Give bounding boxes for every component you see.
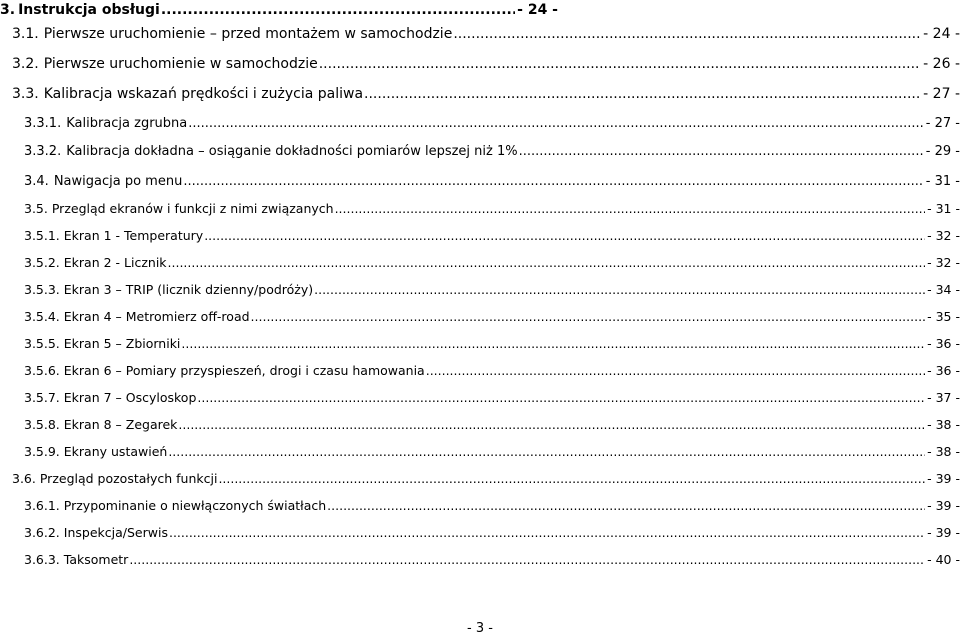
toc-entry-page: - 32 -: [927, 255, 960, 270]
toc-entry-number: 3.5.5.: [24, 336, 60, 351]
toc-entry-title: Ekran 4 – Metromierz off-road: [63, 309, 250, 324]
toc-entry[interactable]: [24, 142, 960, 162]
toc-entry-title: Kalibracja wskazań prędkości i zużycia paliwa: [43, 86, 364, 102]
dot-leader: [335, 199, 926, 219]
toc-entry[interactable]: [24, 172, 960, 192]
toc-entry-title: Ekran 5 – Zbiorniki: [63, 336, 181, 351]
toc-entry[interactable]: [24, 114, 960, 134]
toc-entry-title: Ekran 1 - Temperatury: [63, 228, 204, 243]
toc-entry-page: - 29 -: [925, 144, 960, 159]
toc-entry-title: Ekran 7 – Oscyloskop: [63, 390, 197, 405]
toc-entry[interactable]: [24, 280, 960, 300]
toc-entry-number: 3.3.1.: [24, 116, 62, 131]
toc-entry[interactable]: [24, 361, 960, 381]
dot-leader: [519, 142, 924, 162]
dot-leader: [168, 253, 926, 273]
toc-entry-title: Przypominanie o niewłączonych światłach: [63, 498, 327, 513]
toc-entry-page: - 40 -: [927, 552, 960, 567]
toc-entry[interactable]: [24, 496, 960, 516]
toc-entry[interactable]: [24, 226, 960, 246]
toc-entry-number: 3.6.2.: [24, 525, 60, 540]
toc-entry[interactable]: [24, 388, 960, 408]
toc-entry[interactable]: [0, 0, 558, 20]
toc-entry[interactable]: [24, 442, 960, 462]
toc-entry-page: - 24 -: [517, 2, 558, 18]
toc-entry-number: 3.5.1.: [24, 228, 60, 243]
toc-entry-number: 3.5.4.: [24, 309, 60, 324]
toc-entry-title: Pierwsze uruchomienie – przed montażem w samochodzie: [43, 26, 453, 42]
toc-entry-number: 3.3.: [12, 86, 39, 102]
toc-entry-page: - 39 -: [927, 471, 960, 486]
toc-entry-title: Inspekcja/Serwis: [63, 525, 168, 540]
dot-leader: [218, 469, 925, 489]
toc-entry-page: - 38 -: [927, 444, 960, 459]
toc-entry-number: 3.6.1.: [24, 498, 60, 513]
toc-entry-page: - 37 -: [927, 390, 960, 405]
dot-leader: [168, 442, 925, 462]
toc-entry-number: 3.5.8.: [24, 417, 60, 432]
toc-entry-title: Ekrany ustawień: [63, 444, 168, 459]
toc-entry-page: - 26 -: [923, 56, 960, 72]
dot-leader: [161, 0, 515, 20]
toc-entry-page: - 35 -: [927, 309, 960, 324]
dot-leader: [314, 280, 925, 300]
toc-entry-number: 3.5.6.: [24, 363, 60, 378]
dot-leader: [197, 388, 925, 408]
toc-entry-title: Nawigacja po menu: [53, 174, 183, 189]
toc-entry-page: - 39 -: [927, 498, 960, 513]
toc-entry-number: 3.5.3.: [24, 282, 60, 297]
toc-entry[interactable]: [12, 24, 960, 44]
toc-entry-number: 3.1.: [12, 26, 39, 42]
toc-entry-title: Kalibracja zgrubna: [66, 116, 188, 131]
dot-leader: [453, 24, 921, 44]
toc-entry-title: Ekran 3 – TRIP (licznik dzienny/podróży): [63, 282, 314, 297]
toc-entry-page: - 36 -: [927, 363, 960, 378]
toc-entry[interactable]: [12, 54, 960, 74]
dot-leader: [364, 84, 921, 104]
toc-entry-page: - 31 -: [927, 201, 960, 216]
toc-entry-title: Ekran 8 – Zegarek: [63, 417, 178, 432]
toc-entry-title: Ekran 2 - Licznik: [63, 255, 167, 270]
toc-entry-page: - 27 -: [923, 86, 960, 102]
dot-leader: [178, 415, 925, 435]
toc-entry-number: 3.: [0, 2, 16, 18]
toc-entry-number: 3.5.: [24, 201, 48, 216]
toc-entry-page: - 36 -: [927, 336, 960, 351]
toc-entry-page: - 38 -: [927, 417, 960, 432]
dot-leader: [183, 172, 923, 192]
dot-leader: [129, 550, 925, 570]
toc-entry-number: 3.3.2.: [24, 144, 62, 159]
toc-entry[interactable]: [24, 550, 960, 570]
toc-entry-number: 3.6.3.: [24, 552, 60, 567]
toc-entry[interactable]: [24, 415, 960, 435]
dot-leader: [204, 226, 925, 246]
toc-entry-title: Taksometr: [63, 552, 129, 567]
dot-leader: [188, 114, 924, 134]
toc-entry-number: 3.5.9.: [24, 444, 60, 459]
toc-entry-title: Pierwsze uruchomienie w samochodzie: [43, 56, 318, 72]
toc-entry[interactable]: [24, 307, 960, 327]
toc-entry[interactable]: [12, 84, 960, 104]
toc-entry[interactable]: [24, 334, 960, 354]
dot-leader: [181, 334, 925, 354]
toc-entry-title: Przegląd pozostałych funkcji: [39, 471, 218, 486]
toc-entry-page: - 24 -: [923, 26, 960, 42]
toc-entry[interactable]: [24, 253, 960, 273]
toc-entry-number: 3.4.: [24, 174, 49, 189]
toc-entry-number: 3.5.7.: [24, 390, 60, 405]
toc-entry[interactable]: [24, 199, 960, 219]
toc-entry-page: - 27 -: [925, 116, 960, 131]
toc-entry-page: - 31 -: [925, 174, 960, 189]
toc-entry-title: Instrukcja obsługi: [18, 2, 160, 18]
toc-entry[interactable]: [24, 523, 960, 543]
dot-leader: [327, 496, 925, 516]
toc-entry-number: 3.5.2.: [24, 255, 60, 270]
toc-entry[interactable]: [12, 469, 960, 489]
dot-leader: [251, 307, 926, 327]
dot-leader: [319, 54, 921, 74]
toc-entry-title: Ekran 6 – Pomiary przyspieszeń, drogi i czasu hamowania: [63, 363, 425, 378]
dot-leader: [426, 361, 925, 381]
toc-entry-page: - 34 -: [927, 282, 960, 297]
toc-entry-title: Przegląd ekranów i funkcji z nimi związanych: [51, 201, 334, 216]
dot-leader: [169, 523, 925, 543]
toc-entry-number: 3.6.: [12, 471, 36, 486]
page-number: - 3 -: [467, 621, 493, 636]
toc-entry-title: Kalibracja dokładna – osiąganie dokładności pomiarów lepszej niż 1%: [66, 144, 518, 159]
toc-entry-page: - 32 -: [927, 228, 960, 243]
toc-entry-page: - 39 -: [927, 525, 960, 540]
toc-entry-number: 3.2.: [12, 56, 39, 72]
